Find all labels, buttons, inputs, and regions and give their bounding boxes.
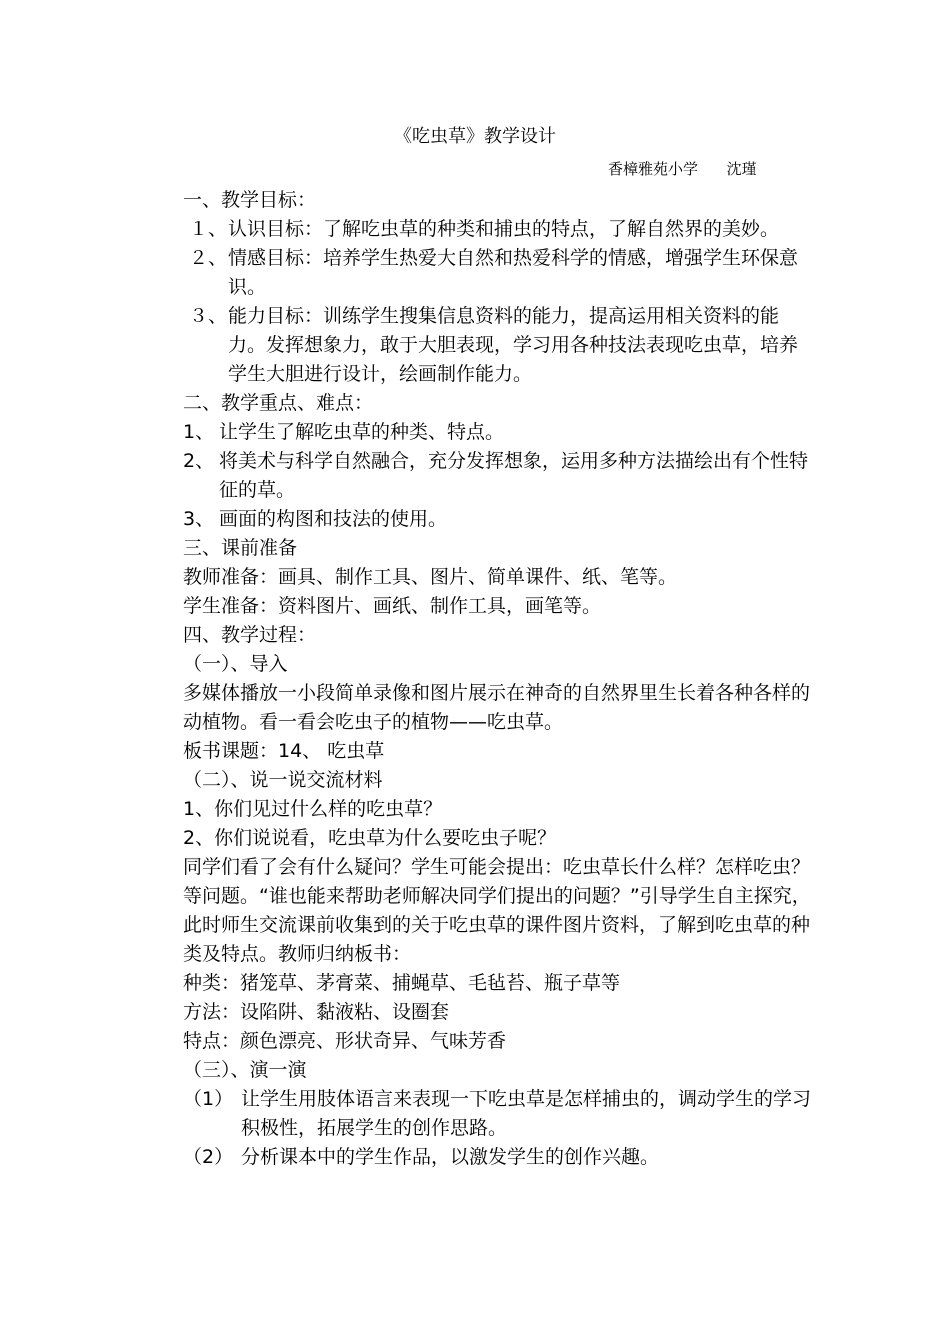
teacher-preparation: 教师准备：画具、制作工具、图片、简单课件、纸、笔等。 [183,566,678,588]
key-point-text: 画面的构图和技法的使用。 [219,508,448,530]
discussion-paragraph: 同学们看了会有什么疑问？学生可能会提出：吃虫草长什么样？怎样吃虫？等问题。“谁也能来帮助老师解决同学们提出的问题？”引导学生自主探究，此时师生交流课前收集到的关于吃虫草的课件图片资料，了解到吃虫草的种类及特点。教师归纳板书： [183,856,811,965]
document-body [183,186,813,1172]
key-point-item [183,418,813,447]
section-heading-process: 四、教学过程： [183,624,317,646]
key-point-number: 1、 [183,421,215,443]
key-point-text: 让学生了解吃虫草的种类、特点。 [219,421,505,443]
key-point-item [183,447,813,505]
subsection-heading-discussion: （二）、说一说交流材料 [183,769,383,791]
discussion-question: 2、你们说说看，吃虫草为什么要吃虫子呢？ [183,827,557,849]
goal-number: ２、 [183,247,228,269]
section-heading-preparation: 三、课前准备 [183,537,298,559]
key-point-number: 2、 [183,450,215,472]
discussion-question: 1、你们见过什么样的吃虫草？ [183,798,443,820]
section-heading-key-points: 二、教学重点、难点： [183,392,374,414]
goal-text: 能力目标：训练学生搜集信息资料的能力，提高运用相关资料的能力。发挥想象力，敢于大胆表现，学习用各种技法表现吃虫草，培养学生大胆进行设计，绘画制作能力。 [228,305,799,385]
author-line: 香樟雅苑小学 沈瑾 [608,160,757,178]
subsection-heading-intro: （一）、导入 [183,653,288,675]
board-title: 板书课题：14、 吃虫草 [183,740,385,762]
act-item [183,1085,813,1143]
act-text: 分析课本中的学生作品，以激发学生的创作兴趣。 [241,1146,660,1168]
goal-number: １、 [183,218,228,240]
goal-number: ３、 [183,305,228,327]
goal-item [183,244,813,302]
key-point-item [183,505,813,534]
subsection-heading-act: （三）、演一演 [183,1059,307,1081]
goal-text: 认识目标：了解吃虫草的种类和捕虫的特点，了解自然界的美妙。 [228,218,780,240]
act-item [183,1143,813,1172]
goal-item [183,215,813,244]
act-text: 让学生用肢体语言来表现一下吃虫草是怎样捕虫的，调动学生的学习积极性，拓展学生的创作思路。 [241,1088,812,1139]
document-title: 《吃虫草》教学设计 [394,126,556,147]
goal-text: 情感目标：培养学生热爱大自然和热爱科学的情感，增强学生环保意识。 [228,247,799,298]
student-preparation: 学生准备：资料图片、画纸、制作工具，画笔等。 [183,595,602,617]
board-types: 种类：猪笼草、茅膏菜、捕蝇草、毛毡苔、瓶子草等 [183,972,621,994]
goal-item [183,302,813,389]
key-point-number: 3、 [183,508,215,530]
act-number: （1） [183,1088,234,1110]
section-heading-goals: 一、教学目标： [183,189,317,211]
intro-paragraph: 多媒体播放一小段简单录像和图片展示在神奇的自然界里生长着各种各样的动植物。看一看会吃虫子的植物——吃虫草。 [183,682,811,733]
act-number: （2） [183,1146,234,1168]
board-methods: 方法：设陷阱、黏液粘、设圈套 [183,1001,450,1023]
board-features: 特点：颜色漂亮、形状奇异、气味芳香 [183,1030,507,1052]
key-point-text: 将美术与科学自然融合，充分发挥想象，运用多种方法描绘出有个性特征的草。 [219,450,809,501]
